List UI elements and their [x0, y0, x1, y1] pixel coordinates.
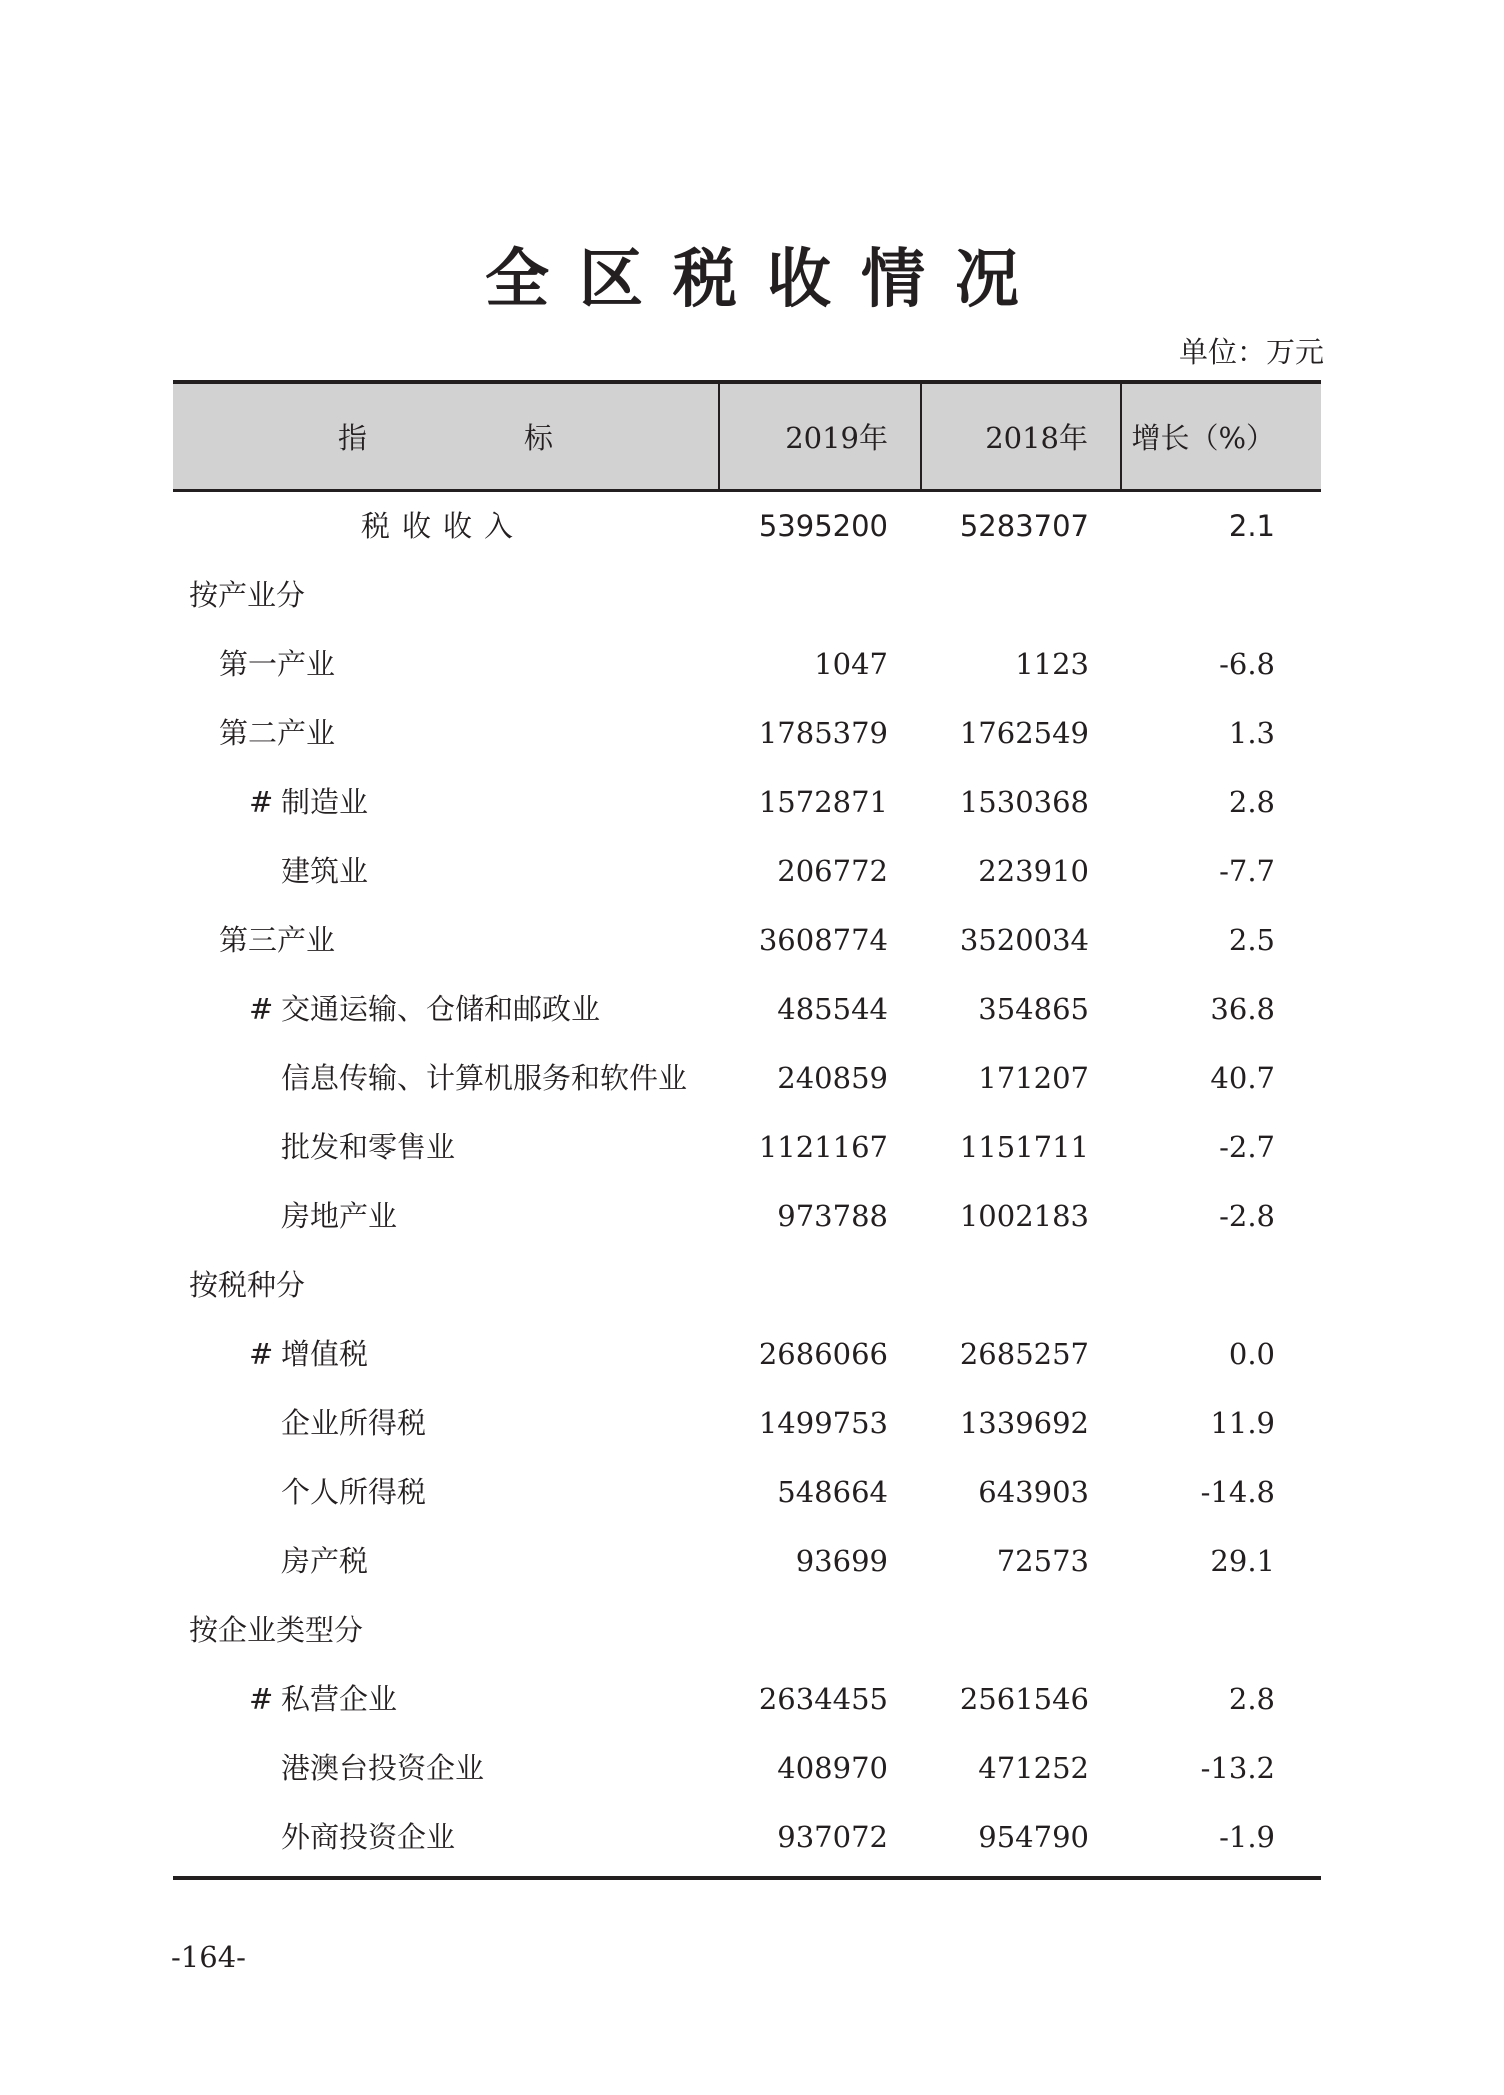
- value-2018: 1339692: [959, 1406, 1089, 1440]
- table-row: [173, 492, 1321, 561]
- value-2019: 240859: [777, 1061, 888, 1095]
- value-2019: 548664: [777, 1475, 888, 1509]
- value-2018: 1123: [1015, 647, 1089, 681]
- row-label: 批发和零售业: [281, 1130, 456, 1164]
- hash-marker: #: [249, 785, 274, 819]
- value-growth: -14.8: [1200, 1475, 1275, 1509]
- value-growth: -6.8: [1219, 647, 1275, 681]
- value-growth: -13.2: [1200, 1751, 1275, 1785]
- value-growth: 40.7: [1210, 1061, 1275, 1095]
- value-growth: -7.7: [1219, 854, 1275, 888]
- value-2018: 2685257: [959, 1337, 1089, 1371]
- row-label: 港澳台投资企业: [281, 1751, 485, 1785]
- value-2019: 5395200: [758, 509, 888, 543]
- value-2019: 2634455: [758, 1682, 888, 1716]
- table-row: [173, 975, 1321, 1044]
- value-growth: 2.1: [1228, 509, 1275, 543]
- tax-table: [173, 380, 1321, 1880]
- table-row: [173, 1665, 1321, 1734]
- table-row: [173, 1458, 1321, 1527]
- row-label: 信息传输、计算机服务和软件业: [281, 1061, 688, 1095]
- value-growth: -2.7: [1219, 1130, 1275, 1164]
- value-growth: 0.0: [1228, 1337, 1275, 1371]
- row-label: 按产业分: [189, 578, 306, 612]
- table-row: [173, 1596, 1321, 1665]
- row-label: 私营企业: [281, 1682, 398, 1716]
- header-2019: 2019年: [718, 384, 920, 489]
- value-growth: 11.9: [1210, 1406, 1275, 1440]
- value-2019: 1121167: [758, 1130, 888, 1164]
- table-row: [173, 837, 1321, 906]
- hash-marker: #: [249, 992, 274, 1026]
- hash-marker: #: [249, 1337, 274, 1371]
- value-2018: 3520034: [959, 923, 1089, 957]
- value-2019: 1499753: [758, 1406, 888, 1440]
- value-2018: 354865: [978, 992, 1089, 1026]
- table-row: [173, 1389, 1321, 1458]
- value-2018: 643903: [978, 1475, 1089, 1509]
- unit-label: 单位：万元: [1178, 335, 1324, 369]
- hash-marker: #: [249, 1682, 274, 1716]
- value-2018: 471252: [978, 1751, 1089, 1785]
- value-2019: 937072: [777, 1820, 888, 1854]
- value-2018: 1530368: [959, 785, 1089, 819]
- table-row: [173, 699, 1321, 768]
- value-2018: 5283707: [959, 509, 1089, 543]
- row-label: 外商投资企业: [281, 1820, 456, 1854]
- row-label: 按企业类型分: [189, 1613, 364, 1647]
- table-row: [173, 1320, 1321, 1389]
- table-row: [173, 1527, 1321, 1596]
- row-label: 房地产业: [281, 1199, 398, 1233]
- header-2018: 2018年: [920, 384, 1120, 489]
- value-2018: 1762549: [959, 716, 1089, 750]
- table-row: [173, 1113, 1321, 1182]
- value-2019: 1785379: [758, 716, 888, 750]
- value-2019: 1572871: [758, 785, 888, 819]
- value-2019: 206772: [777, 854, 888, 888]
- value-growth: -1.9: [1219, 1820, 1275, 1854]
- page-title: 全区税收情况: [485, 243, 1049, 317]
- value-2019: 3608774: [758, 923, 888, 957]
- row-label: 房产税: [281, 1544, 369, 1578]
- row-label: 增值税: [281, 1337, 369, 1371]
- table-row: [173, 561, 1321, 630]
- row-label: 第三产业: [219, 923, 336, 957]
- row-label: 个人所得税: [281, 1475, 427, 1509]
- value-2018: 72573: [996, 1544, 1089, 1578]
- value-growth: 29.1: [1210, 1544, 1275, 1578]
- value-growth: 1.3: [1228, 716, 1275, 750]
- header-growth: 增长（%）: [1120, 384, 1321, 489]
- value-2019: 2686066: [758, 1337, 888, 1371]
- row-label: 企业所得税: [281, 1406, 427, 1440]
- value-2019: 1047: [814, 647, 888, 681]
- table-row: [173, 768, 1321, 837]
- table-row: [173, 1803, 1321, 1872]
- row-label: 第二产业: [219, 716, 336, 750]
- table-row: [173, 1251, 1321, 1320]
- row-label: 税收收入: [361, 509, 526, 543]
- value-growth: 2.8: [1228, 785, 1275, 819]
- value-2019: 93699: [795, 1544, 888, 1578]
- value-2019: 973788: [777, 1199, 888, 1233]
- value-2019: 408970: [777, 1751, 888, 1785]
- value-growth: 2.8: [1228, 1682, 1275, 1716]
- value-2018: 171207: [978, 1061, 1089, 1095]
- value-growth: -2.8: [1219, 1199, 1275, 1233]
- table-body: [173, 492, 1321, 1880]
- table-row: [173, 906, 1321, 975]
- table-header: [173, 380, 1321, 492]
- table-row: [173, 1044, 1321, 1113]
- row-label: 制造业: [281, 785, 369, 819]
- value-2018: 2561546: [959, 1682, 1089, 1716]
- table-row: [173, 1734, 1321, 1803]
- header-indicator: 指 标: [337, 421, 617, 455]
- value-growth: 2.5: [1228, 923, 1275, 957]
- row-label: 按税种分: [189, 1268, 306, 1302]
- row-label: 交通运输、仓储和邮政业: [281, 992, 601, 1026]
- row-label: 建筑业: [281, 854, 369, 888]
- value-growth: 36.8: [1210, 992, 1275, 1026]
- value-2018: 1002183: [959, 1199, 1089, 1233]
- value-2018: 1151711: [959, 1130, 1089, 1164]
- row-label: 第一产业: [219, 647, 336, 681]
- table-row: [173, 1182, 1321, 1251]
- page-number: -164-: [171, 1940, 246, 1974]
- value-2018: 954790: [978, 1820, 1089, 1854]
- table-row: [173, 630, 1321, 699]
- value-2019: 485544: [777, 992, 888, 1026]
- value-2018: 223910: [978, 854, 1089, 888]
